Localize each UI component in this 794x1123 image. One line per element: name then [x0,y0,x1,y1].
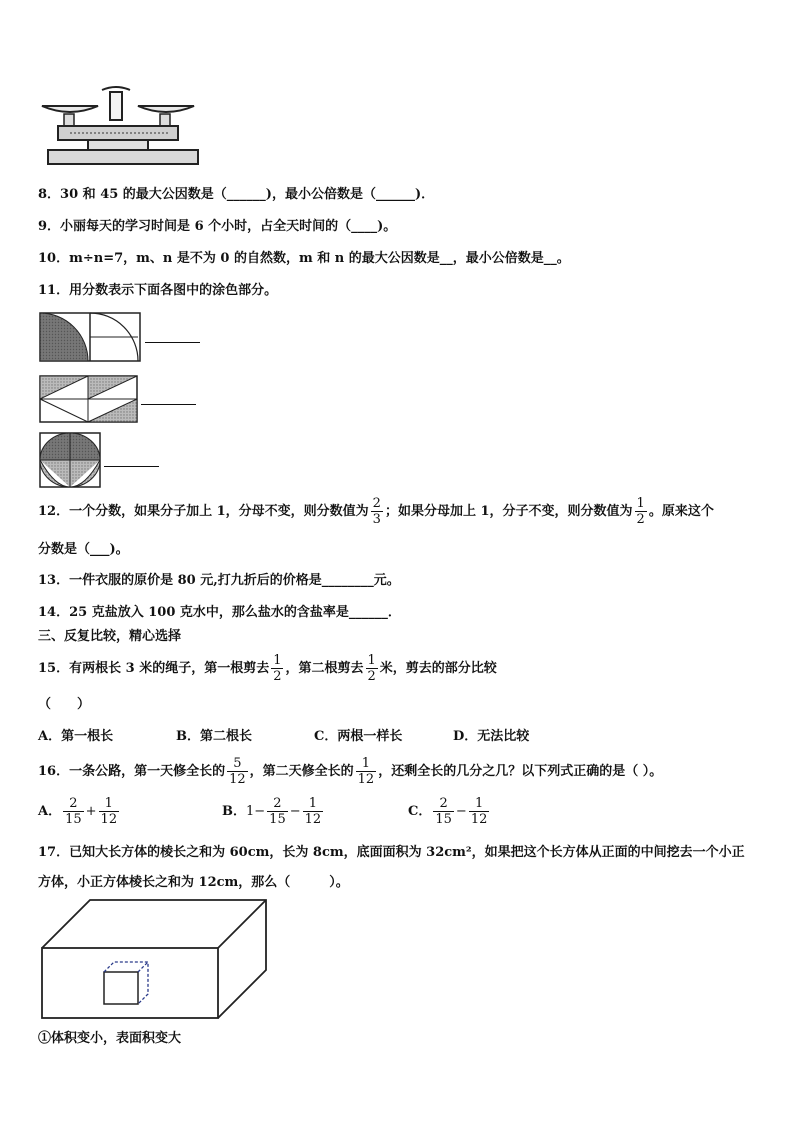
question-14: 14．25 克盐放入 100 克水中，那么盐水的含盐率是______． [38,605,401,620]
shaded-figure-1 [39,312,143,362]
question-8: 8．30 和 45 的最大公因数是（______)，最小公倍数是（______)． [38,187,435,202]
fraction-one-half: $\frac{1}{2}$ [636,496,645,527]
q15-option-d[interactable]: D．无法比较 [453,729,530,744]
q15-option-a[interactable]: A．第一根长 [38,729,114,744]
answer-line-2[interactable] [141,404,196,405]
question-17-line2: 方体，小正方体棱长之和为 12cm，那么（ ）。 [38,875,349,890]
question-16: 16．一条公路，第一天修全长的 $\frac{5}{12}$ ，第二天修全长的 $\frac{1}{12}$ ，还剩全长的几分之几？以下列式正确的是（ ）。 [38,756,663,787]
section-3-heading: 三、反复比较，精心选择 [38,629,182,644]
fraction-five-twelfths: $\frac{5}{12}$ [229,756,246,787]
answer-line-1[interactable] [145,342,200,343]
question-9: 9．小丽每天的学习时间是 6 个小时，占全天时间的（____)。 [38,219,397,234]
question-17-line1: 17．已知大长方体的棱长之和为 60cm，长为 8cm，底面面积为 32cm²，如果把这个长方体从正面的中间挖去一个小正 [38,845,745,860]
question-15-paren: （ ） [38,697,91,712]
q12-text-a: 12．一个分数，如果分子加上 1，分母不变，则分数值为 [38,504,369,519]
q15-option-b[interactable]: B．第二根长 [176,729,252,744]
q16-option-a[interactable]: A． $\frac{2}{15}$ + $\frac{1}{12}$ [38,796,118,827]
question-12-line2: 分数是（___)。 [38,542,129,557]
shaded-figure-2 [39,375,139,423]
q16-option-c[interactable]: C． $\frac{2}{15}$ − $\frac{1}{12}$ [408,796,488,827]
fraction-one-half: $\frac{1}{2}$ [273,653,282,684]
cuboid-with-cube-cutout [40,898,272,1020]
question-13: 13．一件衣服的原价是 80 元,打九折后的价格是________元。 [38,573,400,588]
answer-line-3[interactable] [104,466,159,467]
q16-option-b[interactable]: B．1− $\frac{2}{15}$ − $\frac{1}{12}$ [222,796,322,827]
question-15: 15．有两根长 3 米的绳子，第一根剪去 $\frac{1}{2}$ ，第二根剪去 $\frac{1}{2}$ 米，剪去的部分比较 [38,653,497,684]
fraction-one-twelfth: $\frac{1}{12}$ [357,756,375,787]
question-12 [38,496,714,527]
question-11: 11．用分数表示下面各图中的涂色部分。 [38,283,278,298]
q12-text-b: ；如果分母加上 1，分子不变，则分数值为 [384,504,633,519]
question-17-option-1[interactable]: ①体积变小，表面积变大 [38,1031,182,1046]
fraction-two-thirds: $\frac{2}{3}$ [372,496,381,527]
q15-option-c[interactable]: C．两根一样长 [314,729,403,744]
balance-scale-illustration [40,88,210,168]
q12-text-c: 。原来这个 [648,504,714,519]
shaded-figure-3 [39,432,103,488]
fraction-one-half: $\frac{1}{2}$ [367,653,376,684]
question-10: 10．m÷n=7，m、n 是不为 0 的自然数，m 和 n 的最大公因数是__，最小公倍数是__。 [38,251,570,266]
